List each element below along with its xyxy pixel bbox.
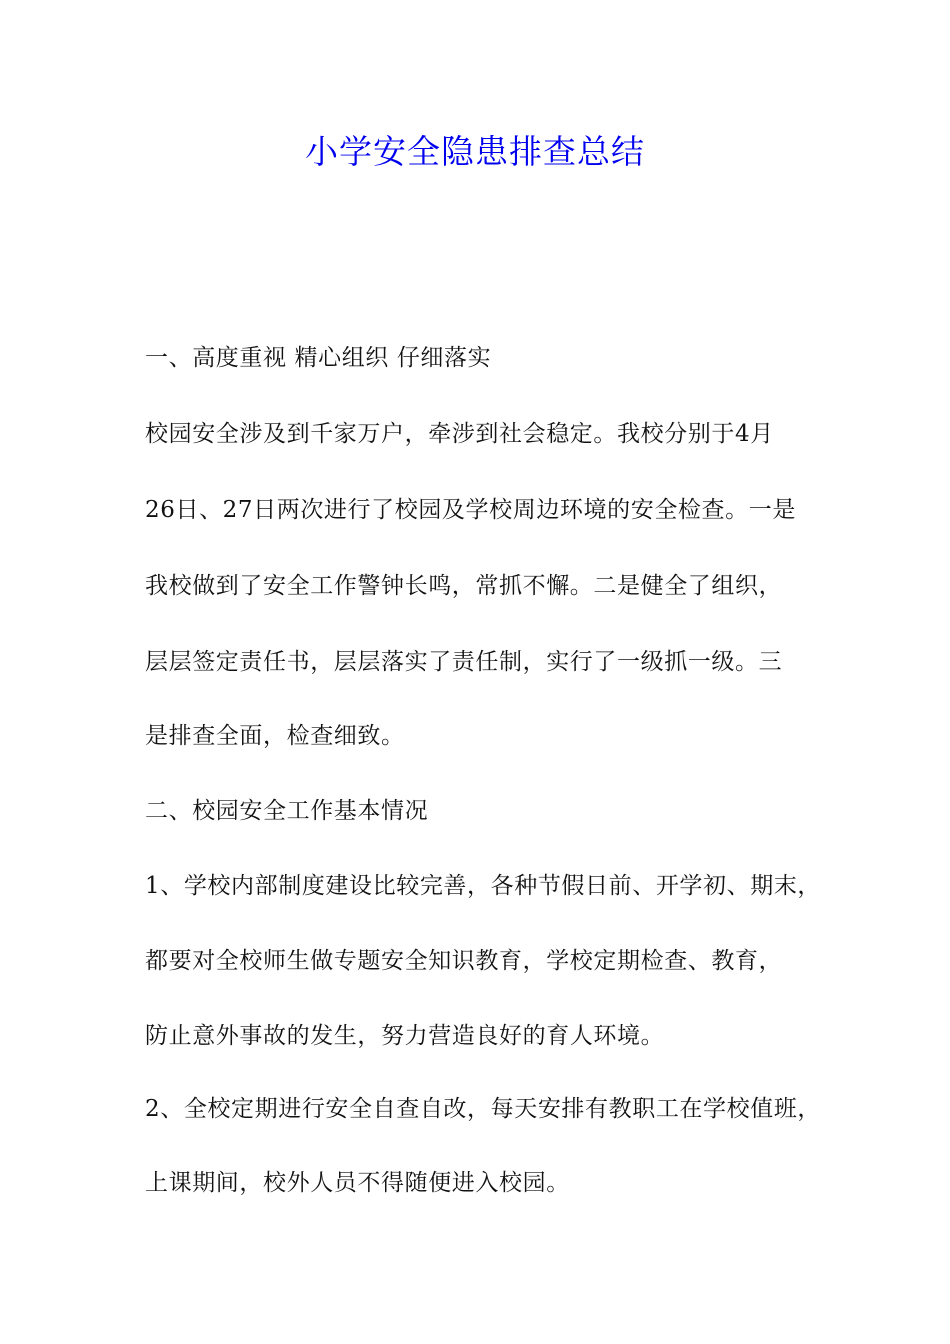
paragraph-line-9: 2、全校定期进行安全自查自改，每天安排有教职工在学校值班， bbox=[145, 1096, 822, 1122]
paragraph-line-7: 都要对全校师生做专题安全知识教育，学校定期检查、教育， bbox=[145, 948, 783, 974]
paragraph-line-4: 层层签定责任书，层层落实了责任制，实行了一级抓一级。三 bbox=[145, 649, 783, 675]
paragraph-line-10: 上课期间，校外人员不得随便进入校园。 bbox=[145, 1170, 570, 1196]
section-heading-2: 二、校园安全工作基本情况 bbox=[145, 798, 429, 824]
section-heading-1: 一、高度重视 精心组织 仔细落实 bbox=[145, 345, 492, 371]
paragraph-line-6: 1、学校内部制度建设比较完善，各种节假日前、开学初、期末， bbox=[145, 873, 822, 899]
paragraph-line-8: 防止意外事故的发生，努力营造良好的育人环境。 bbox=[145, 1023, 665, 1049]
document-title: 小学安全隐患排查总结 bbox=[305, 132, 645, 171]
paragraph-line-2: 26日、27日两次进行了校园及学校周边环境的安全检查。一是 bbox=[145, 497, 796, 523]
paragraph-line-3: 我校做到了安全工作警钟长鸣，常抓不懈。二是健全了组织， bbox=[145, 573, 783, 599]
paragraph-line-1: 校园安全涉及到千家万户，牵涉到社会稳定。我校分别于4月 bbox=[145, 421, 774, 447]
paragraph-line-5: 是排查全面，检查细致。 bbox=[145, 723, 405, 749]
